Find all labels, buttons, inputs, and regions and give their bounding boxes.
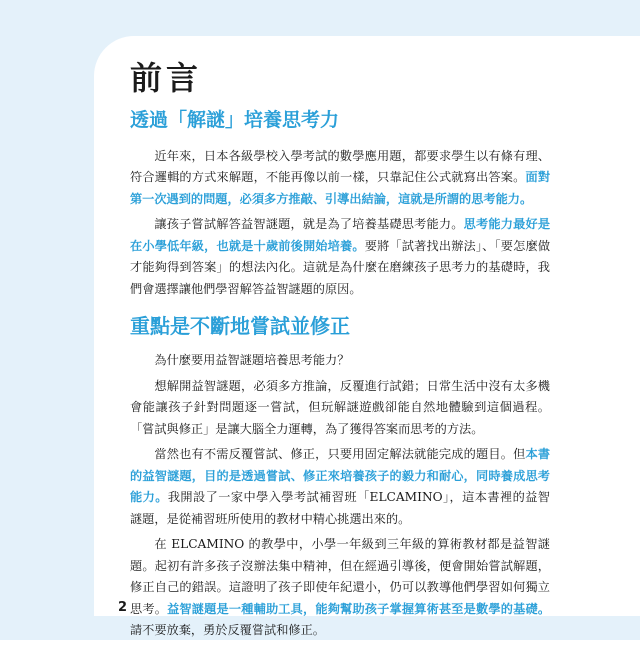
section-heading-1: 透過「解謎」培養思考力 <box>130 108 340 131</box>
paragraph <box>130 146 550 211</box>
paragraph <box>130 214 550 300</box>
paragraph <box>130 350 550 372</box>
paragraph-text: 讓孩子嘗試解答益智謎題，就是為了培養基礎思考能力。 <box>154 217 464 232</box>
paragraph-text: 想解開益智謎題，必須多方推論，反覆進行試錯；日常生活中沒有太多機會能讓孩子針對問題逐一嘗試，但玩解謎遊戲卻能自然地體驗到這個過程。「嘗試與修正」是讓大腦全力運轉，為了獲得答案而思考的方法。 <box>130 378 550 436</box>
highlighted-text: 益智謎題是一種輔助工具，能夠幫助孩子掌握算術甚至是數學的基礎。 <box>167 601 551 616</box>
article <box>130 60 550 646</box>
paragraph <box>130 376 550 441</box>
section-heading-2: 重點是不斷地嘗試並修正 <box>130 314 350 339</box>
highlighted-text: 面對第一次遇到的問題，必須多方推敲、引導出結論，這就是所謂的思考能力。 <box>130 170 551 206</box>
page-number: 2 <box>118 600 128 615</box>
paragraph-text: 我開設了一家中學入學考試補習班「ELCAMINO」，這本書裡的益智謎題，是從補習班所使用的教材中精心挑選出來的。 <box>130 490 550 526</box>
paragraph-text: 要將「試著找出辦法」、「要怎麼做才能夠得到答案」的想法內化。這就是為什麼在磨練孩子思考力的基礎時，我們會選擇讓他們學習解答益智謎題的原因。 <box>130 238 551 296</box>
paragraph <box>130 534 550 642</box>
page-title: 前言 <box>130 59 203 97</box>
paragraph-text: 近年來，日本各級學校入學考試的數學應用題，都要求學生以有條有理、符合邏輯的方式來解題，不能再像以前一樣，只靠記住公式就寫出答案。 <box>130 148 550 185</box>
paragraph <box>130 444 550 530</box>
paragraph-text: 為什麼要用益智謎題培養思考能力？ <box>154 353 350 368</box>
paragraph-text: 當然也有不需反覆嘗試、修正，只要用固定解法就能完成的題目。但 <box>154 447 526 462</box>
paragraph-text: 請不要放棄，勇於反覆嘗試和修正。 <box>130 623 325 638</box>
highlighted-text: 思考能力最好是在小學低年級，也就是十歲前後開始培養。 <box>130 217 551 253</box>
paragraph-text: 在 ELCAMINO 的教學中，小學一年級到三年級的算術教材都是益智謎題。起初有許多孩子沒辦法集中精神，但在經過引導後，便會開始嘗試解題，修正自己的錯誤。這證明了孩子即使年紀還小，仍可以教導他們學習如何獨立思考。 <box>130 537 550 616</box>
highlighted-text: 本書的益智謎題，目的是透過嘗試、修正來培養孩子的毅力和耐心，同時養成思考能力。 <box>130 447 551 505</box>
